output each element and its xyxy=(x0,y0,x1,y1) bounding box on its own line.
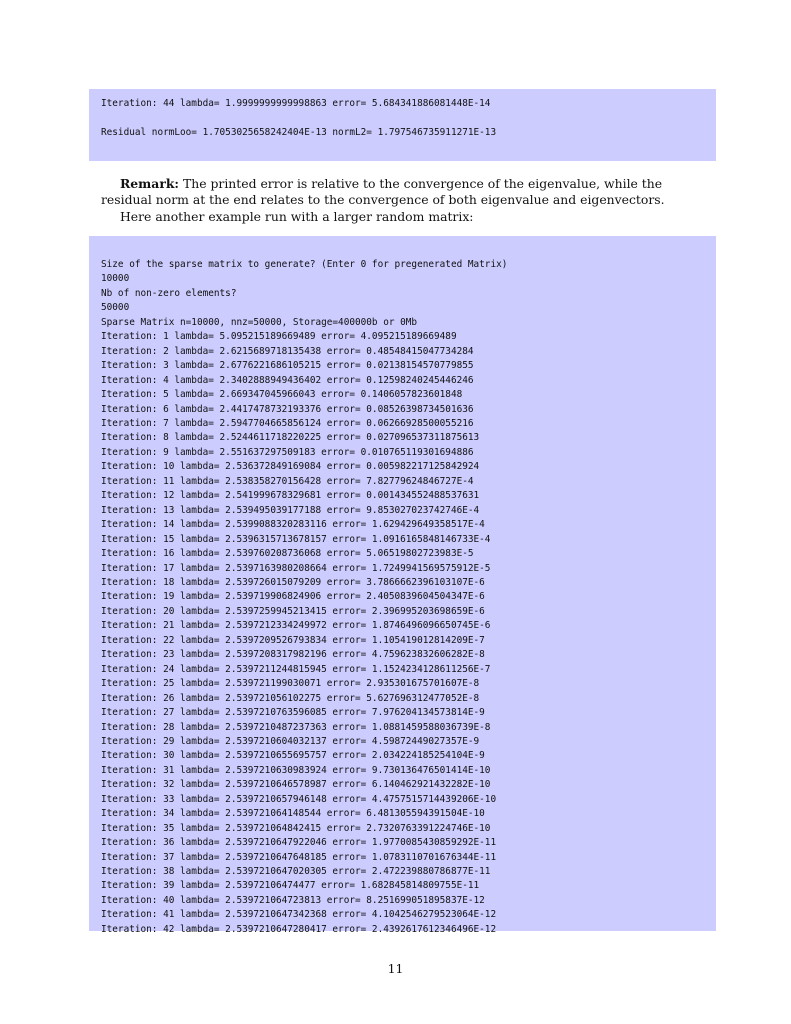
console-line: Iteration: 38 lambda= 2.5397210647020305 error= 2.472239880786877E-11 xyxy=(101,866,491,878)
console-line: Iteration: 33 lambda= 2.5397210657946148 error= 4.4757515714439206E-10 xyxy=(101,793,497,805)
console-line: Iteration: 40 lambda= 2.539721064723813 error= 8.251699051895837E-12 xyxy=(101,894,485,906)
console-line: Iteration: 7 lambda= 2.5947704665856124 error= 0.06266928500055216 xyxy=(101,417,474,429)
console-line: Iteration: 34 lambda= 2.539721064148544 error= 6.481305594391504E-10 xyxy=(101,808,485,820)
console-line: Size of the sparse matrix to generate? (Enter 0 for pregenerated Matrix) xyxy=(101,259,508,270)
console-line: Iteration: 37 lambda= 2.5397210647648185 error= 1.0783110701676344E-11 xyxy=(101,851,497,863)
console-line: Iteration: 42 lambda= 2.5397210647280417 error= 2.4392617612346496E-12 xyxy=(101,923,497,935)
console-output-block-2 xyxy=(89,236,716,935)
console-line: Iteration: 32 lambda= 2.5397210646578987 error= 6.140462921432282E-10 xyxy=(101,779,491,791)
console-line: Sparse Matrix n=10000, nnz=50000, Storage=400000b or 0Mb xyxy=(101,316,418,328)
console-line: Iteration: 39 lambda= 2.53972106474477 error= 1.682845814809755E-11 xyxy=(101,880,480,892)
remark-paragraph xyxy=(101,176,716,208)
console-line: Iteration: 20 lambda= 2.5397259945213415 error= 2.396995203698659E-6 xyxy=(101,605,485,617)
console-line: Iteration: 29 lambda= 2.5397210604032137 error= 4.59872449027357E-9 xyxy=(101,735,480,747)
console-line: Iteration: 41 lambda= 2.5397210647342368 error= 4.1042546279523064E-12 xyxy=(101,909,497,921)
console-line: Iteration: 14 lambda= 2.5399088320283116 error= 1.629429649358517E-4 xyxy=(101,519,485,531)
console-line: 10000 xyxy=(101,273,130,285)
console-line: Iteration: 28 lambda= 2.5397210487237363 error= 1.0881459588036739E-8 xyxy=(101,721,491,733)
console-line: Iteration: 9 lambda= 2.551637297509183 error= 0.010765119301694886 xyxy=(101,446,474,458)
iteration-line: Iteration: 44 lambda= 1.9999999999998863 error= 5.684341886081448E-14 xyxy=(101,98,491,109)
console-line: Iteration: 13 lambda= 2.539495039177188 error= 9.853027023742746E-4 xyxy=(101,504,480,516)
console-line: Iteration: 6 lambda= 2.4417478732193376 error= 0.08526398734501636 xyxy=(101,403,474,415)
console-line: Iteration: 3 lambda= 2.6776221686105215 error= 0.02138154570779855 xyxy=(101,360,474,372)
console-line: Iteration: 30 lambda= 2.5397210655695757 error= 2.034224185254104E-9 xyxy=(101,750,485,762)
console-output-block xyxy=(89,89,716,161)
console-line: Iteration: 26 lambda= 2.539721056102275 error= 5.627696312477052E-8 xyxy=(101,692,480,704)
console-line: Iteration: 21 lambda= 2.5397212334249972 error= 1.8746496096650745E-6 xyxy=(101,620,491,632)
console-line: Iteration: 2 lambda= 2.6215689718135438 error= 0.48548415047734284 xyxy=(101,345,474,357)
example-intro: Here another example run with a larger random matrix: xyxy=(120,209,474,224)
console-line: Iteration: 5 lambda= 2.669347045966043 error= 0.1406057823601848 xyxy=(101,389,463,401)
console-line: Iteration: 27 lambda= 2.5397210763596085 error= 7.976204134573814E-9 xyxy=(101,707,485,719)
console-line: Iteration: 24 lambda= 2.5397211244815945 error= 1.1524234128611256E-7 xyxy=(101,663,491,675)
remark-text: The printed error is relative to the convergence of the eigenvalue, while the residual norm at the end relates to the convergence of both eigenvalue and eigenvectors. xyxy=(101,176,665,207)
console-line: Iteration: 19 lambda= 2.539719906824906 error= 2.4050839604504347E-6 xyxy=(101,591,485,603)
console-line: Nb of non-zero elements? xyxy=(101,287,237,299)
console-line: Iteration: 36 lambda= 2.5397210647922046 error= 1.9770085430859292E-11 xyxy=(101,837,497,849)
console-line: Iteration: 15 lambda= 2.5396315713678157 error= 1.0916165848146733E-4 xyxy=(101,533,491,545)
console-line: Iteration: 4 lambda= 2.3402888949436402 error= 0.12598240245446246 xyxy=(101,374,474,386)
console-line: Iteration: 23 lambda= 2.5397208317982196 error= 4.759623832606282E-8 xyxy=(101,649,485,661)
console-line: Iteration: 10 lambda= 2.536372849169084 error= 0.005982217125842924 xyxy=(101,461,480,473)
console-line: Iteration: 12 lambda= 2.541999678329681 error= 0.001434552488537631 xyxy=(101,490,480,502)
console-lines xyxy=(101,258,507,937)
console-line: Iteration: 25 lambda= 2.539721199030071 error= 2.935301675701607E-8 xyxy=(101,678,480,690)
console-line: Iteration: 8 lambda= 2.5244611718220225 error= 0.027096537311875613 xyxy=(101,432,480,444)
console-line: 50000 xyxy=(101,302,130,314)
console-line: Iteration: 35 lambda= 2.539721064842415 error= 2.7320763391224746E-10 xyxy=(101,822,491,834)
remark-label: Remark: xyxy=(120,176,180,191)
console-line: Iteration: 1 lambda= 5.095215189669489 error= 4.095215189669489 xyxy=(101,331,457,343)
console-line: Iteration: 18 lambda= 2.539726015079209 error= 3.7866662396103107E-6 xyxy=(101,576,485,588)
console-line: Iteration: 11 lambda= 2.538358270156428 error= 7.82779624846727E-4 xyxy=(101,475,474,487)
console-line: Iteration: 17 lambda= 2.5397163980208664 error= 1.7249941569575912E-5 xyxy=(101,562,491,574)
console-line: Iteration: 31 lambda= 2.5397210630983924 error= 9.730136476501414E-10 xyxy=(101,764,491,776)
page-number: 11 xyxy=(387,961,404,976)
console-line: Iteration: 16 lambda= 2.539760208736068 error= 5.06519802723983E-5 xyxy=(101,548,474,560)
console-line: Iteration: 22 lambda= 2.5397209526793834 error= 1.105419012814209E-7 xyxy=(101,634,485,646)
residual-line: Residual normLoo= 1.7053025658242404E-13 normL2= 1.797546735911271E-13 xyxy=(101,127,497,138)
